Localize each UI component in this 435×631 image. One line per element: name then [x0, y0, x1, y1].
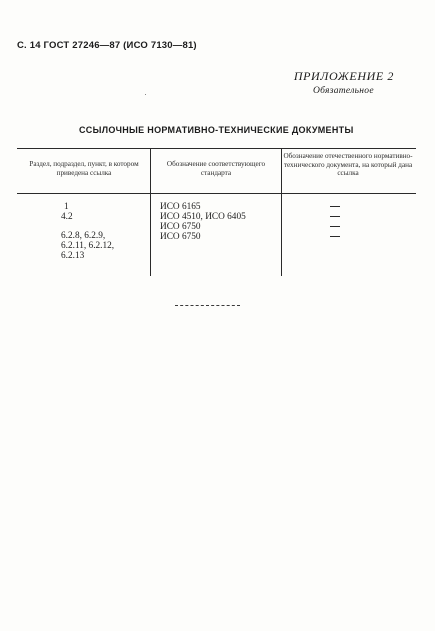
table-cell-section: 6.2.11, 6.2.12, [61, 241, 115, 251]
end-of-page-rule [175, 305, 240, 306]
table-cell-section: 4.2 [61, 212, 73, 222]
table-cell-standard: ИСО 6750 [160, 222, 201, 232]
table-cell-section: 6.2.8, 6.2.9, [61, 231, 106, 241]
appendix-title: ПРИЛОЖЕНИЕ 2 [293, 69, 394, 83]
table-header-rule [17, 193, 416, 194]
table-cell-section: 6.2.13 [61, 251, 85, 261]
table-cell-standard: ИСО 6165 [160, 202, 201, 212]
table-cell-national [330, 206, 340, 207]
scan-speck [145, 94, 146, 95]
appendix-status: Обязательное [313, 86, 374, 96]
table-cell-standard: ИСО 4510, ИСО 6405 [160, 212, 246, 222]
column-header-national: Обозначение отечественного нормативно-технического документа, на который дана ссылка [283, 152, 413, 177]
table-cell-national [330, 216, 340, 217]
column-divider-1 [150, 148, 151, 276]
document-title: ССЫЛОЧНЫЕ НОРМАТИВНО-ТЕХНИЧЕСКИЕ ДОКУМЕНТЫ [79, 125, 354, 135]
table-cell-standard: ИСО 6750 [160, 232, 201, 242]
column-header-standard: Обозначение соответствующего стандарта [166, 160, 266, 177]
running-head: С. 14 ГОСТ 27246—87 (ИСО 7130—81) [17, 40, 197, 51]
column-header-section: Раздел, подраздел, пункт, в котором приведена ссылка [29, 160, 139, 177]
table-cell-national [330, 236, 340, 237]
table-cell-section: 1 [64, 202, 69, 212]
column-divider-2 [281, 148, 282, 276]
table-top-rule [17, 148, 416, 149]
table-cell-national [330, 226, 340, 227]
